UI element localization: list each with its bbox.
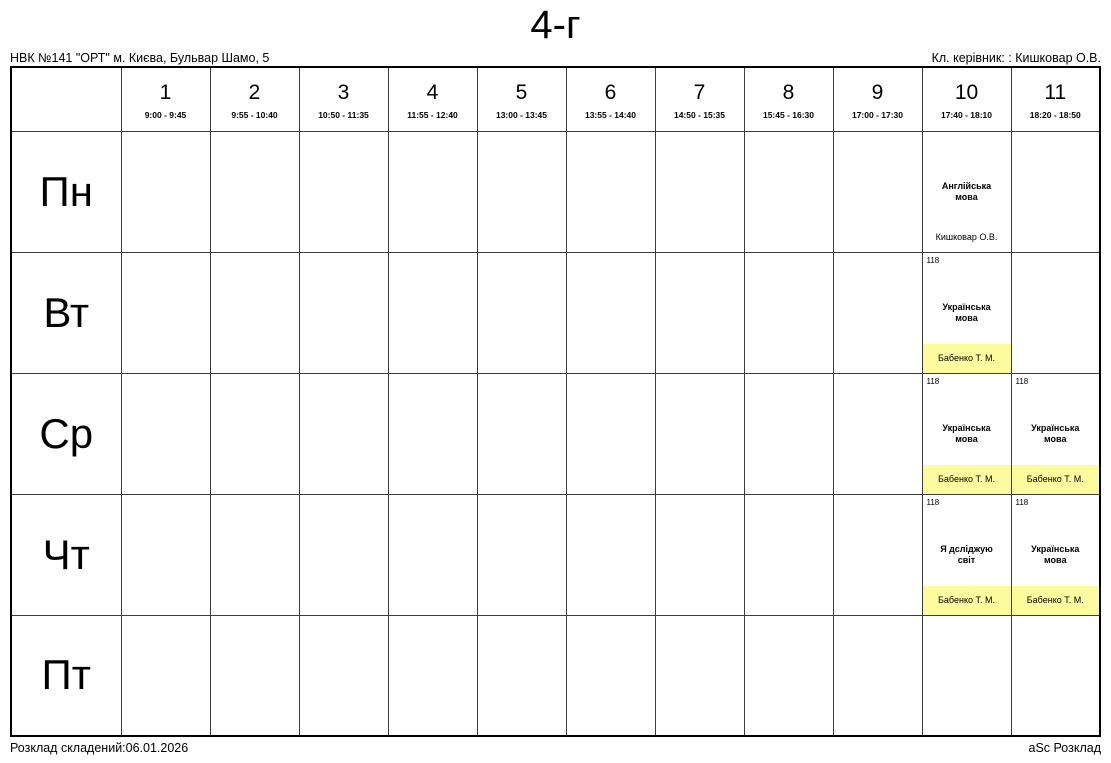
period-time: 17:40 - 18:10: [940, 110, 993, 120]
lesson-cell: [1011, 373, 1100, 494]
period-time: 9:55 - 10:40: [231, 110, 278, 120]
school-name: НВК №141 "ОРТ" м. Києва, Бульвар Шамо, 5: [10, 51, 270, 65]
room-number: 118: [1015, 376, 1029, 386]
lesson-cell: [388, 131, 477, 252]
period-time: 14:50 - 15:35: [673, 110, 726, 120]
teacher-name: Бабенко Т. М.: [923, 586, 1011, 615]
period-number: 4: [426, 81, 439, 104]
subject-name: Англійська мова: [941, 180, 992, 202]
room-number: 118: [926, 376, 940, 386]
period-header: [388, 67, 477, 131]
grid-body: [11, 131, 1100, 736]
period-time: 18:20 - 18:50: [1029, 110, 1081, 120]
period-number: 7: [693, 81, 706, 104]
lesson-cell: [210, 131, 299, 252]
day-row: [11, 252, 1100, 373]
lesson-cell: [299, 494, 388, 615]
day-row: [11, 131, 1100, 252]
lesson-cell: [388, 252, 477, 373]
lesson-cell: [833, 494, 922, 615]
day-label: Чт: [11, 494, 121, 615]
lesson-cell: [922, 252, 1011, 373]
page-title: 4-г: [530, 3, 581, 47]
period-number: 10: [954, 81, 979, 104]
lesson-cell: [121, 131, 210, 252]
footer-app-name: aSc Розклад: [1028, 741, 1101, 755]
period-number: 3: [337, 81, 350, 104]
period-header: [833, 67, 922, 131]
lesson-cell: [1011, 252, 1100, 373]
lesson-cell: [922, 373, 1011, 494]
subject-name: Українська мова: [942, 422, 991, 444]
footer: [10, 740, 1101, 756]
lesson-cell: [744, 131, 833, 252]
teacher-name: Бабенко Т. М.: [1012, 465, 1100, 494]
lesson: [923, 253, 1011, 373]
lesson-cell: [388, 615, 477, 736]
subject-name: Українська мова: [942, 301, 991, 323]
period-time: 13:00 - 13:45: [495, 110, 548, 120]
period-header: [566, 67, 655, 131]
lesson-cell: [388, 494, 477, 615]
header-row: [11, 67, 1100, 131]
lesson-cell: [121, 373, 210, 494]
room-number: 118: [1015, 497, 1029, 507]
teacher-name: Бабенко Т. М.: [1012, 586, 1100, 615]
period-number: 9: [871, 81, 884, 104]
class-teacher-label: Кл. керівник: : Кишковар О.В.: [931, 51, 1101, 65]
lesson-cell: [922, 131, 1011, 252]
lesson-cell: [1011, 494, 1100, 615]
lesson-cell: [566, 131, 655, 252]
period-time: 9:00 - 9:45: [144, 110, 187, 120]
period-time: 13:55 - 14:40: [584, 110, 637, 120]
lesson-cell: [210, 494, 299, 615]
lesson-cell: [833, 252, 922, 373]
lesson-cell: [299, 131, 388, 252]
footer-created-date: Розклад складений:06.01.2026: [10, 741, 189, 755]
lesson-cell: [655, 494, 744, 615]
teacher-name: Кишковар О.В.: [935, 232, 998, 242]
period-number: 8: [782, 81, 795, 104]
subject-name: Я дсліджую світ: [940, 543, 993, 565]
room-number: 118: [926, 497, 940, 507]
subject-name: Українська мова: [1031, 543, 1080, 565]
period-header: [655, 67, 744, 131]
day-row: [11, 494, 1100, 615]
period-time: 11:55 - 12:40: [407, 110, 458, 120]
teacher-name: Бабенко Т. М.: [923, 344, 1011, 373]
lesson: [923, 495, 1011, 615]
period-number: 6: [604, 81, 617, 104]
lesson-cell: [922, 615, 1011, 736]
period-header: [299, 67, 388, 131]
teacher-name: Бабенко Т. М.: [923, 465, 1011, 494]
lesson: [923, 132, 1011, 252]
lesson-cell: [299, 252, 388, 373]
period-time: 17:00 - 17:30: [851, 110, 904, 120]
lesson-cell: [477, 373, 566, 494]
lesson-cell: [1011, 615, 1100, 736]
lesson: [1012, 374, 1100, 494]
period-header: [477, 67, 566, 131]
lesson-cell: [655, 615, 744, 736]
period-header: [744, 67, 833, 131]
lesson-cell: [210, 373, 299, 494]
lesson-cell: [477, 252, 566, 373]
period-time: 15:45 - 16:30: [762, 110, 815, 120]
day-label: Вт: [11, 252, 121, 373]
lesson-cell: [744, 615, 833, 736]
room-number: 118: [926, 255, 940, 265]
lesson-cell: [477, 494, 566, 615]
lesson-cell: [477, 131, 566, 252]
lesson-cell: [744, 252, 833, 373]
lesson: [1012, 495, 1100, 615]
day-row: [11, 615, 1100, 736]
period-time: 10:50 - 11:35: [318, 110, 369, 120]
timetable-grid: [10, 66, 1101, 737]
lesson-cell: [833, 373, 922, 494]
lesson-cell: [210, 615, 299, 736]
lesson-cell: [833, 131, 922, 252]
lesson-cell: [121, 252, 210, 373]
lesson-cell: [388, 373, 477, 494]
day-row: [11, 373, 1100, 494]
period-number: 11: [1044, 81, 1067, 104]
day-label: Ср: [11, 373, 121, 494]
periods-header-row: [11, 67, 1100, 131]
lesson-cell: [299, 615, 388, 736]
period-header: [121, 67, 210, 131]
lesson-cell: [1011, 131, 1100, 252]
lesson-cell: [299, 373, 388, 494]
lesson-cell: [566, 494, 655, 615]
subject-name: Українська мова: [1031, 422, 1080, 444]
lesson-cell: [566, 615, 655, 736]
lesson-cell: [121, 494, 210, 615]
day-label: Пн: [11, 131, 121, 252]
day-label: Пт: [11, 615, 121, 736]
lesson-cell: [744, 494, 833, 615]
period-number: 5: [515, 81, 528, 104]
period-header: [1011, 67, 1100, 131]
corner-cell: [11, 67, 121, 131]
period-header: [922, 67, 1011, 131]
lesson-cell: [655, 373, 744, 494]
lesson-cell: [833, 615, 922, 736]
lesson-cell: [744, 373, 833, 494]
lesson-cell: [922, 494, 1011, 615]
period-header: [210, 67, 299, 131]
lesson-cell: [566, 252, 655, 373]
lesson-cell: [210, 252, 299, 373]
lesson-cell: [655, 252, 744, 373]
subheader: [10, 49, 1101, 66]
lesson-cell: [566, 373, 655, 494]
lesson-cell: [121, 615, 210, 736]
period-number: 1: [159, 81, 172, 104]
lesson-cell: [655, 131, 744, 252]
lesson-cell: [477, 615, 566, 736]
lesson: [923, 374, 1011, 494]
period-number: 2: [248, 81, 261, 104]
